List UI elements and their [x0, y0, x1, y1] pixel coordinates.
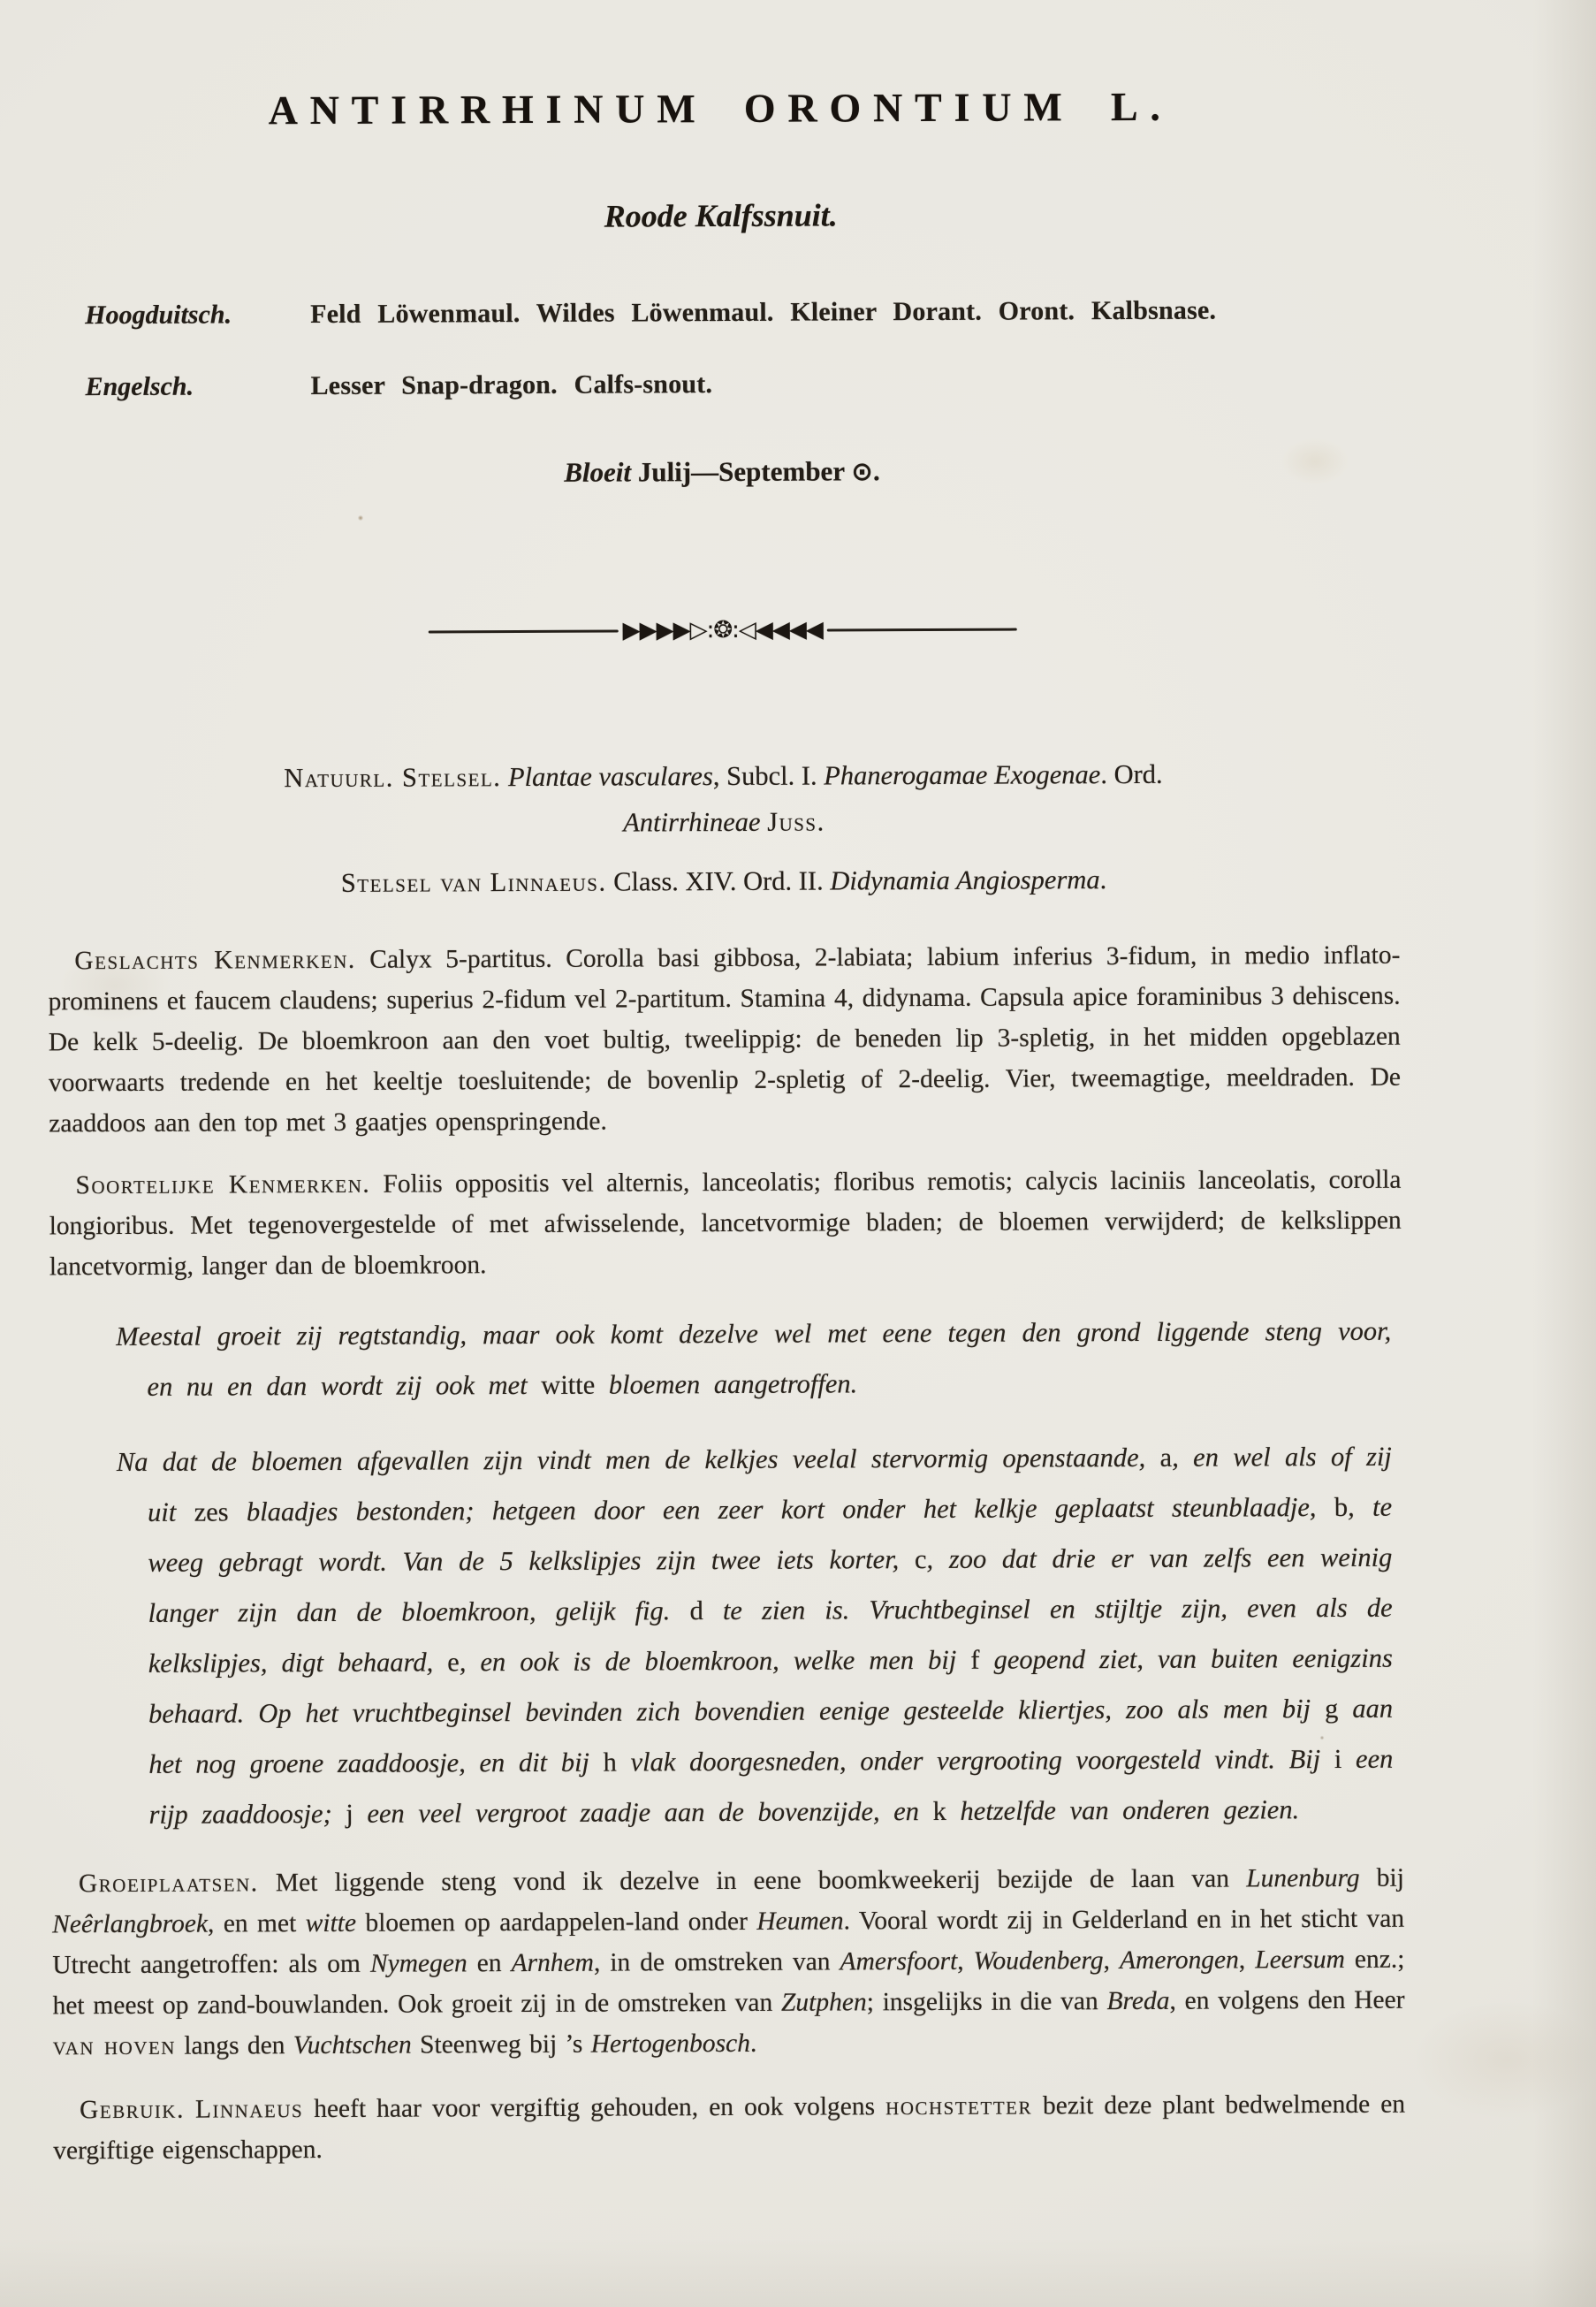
ornament-rule-right	[827, 628, 1017, 631]
vernacular-row-german	[45, 295, 1397, 331]
dutch-common-name: Roode Kalfssnuit.	[604, 197, 838, 234]
species-title: ANTIRRHINUM ORONTIUM L.	[268, 83, 1173, 133]
page-content	[44, 0, 1406, 2171]
paragraph-figure-note: Na dat de bloemen afgevallen zijn vindt men de kelkjes veelal stervormig openstaande, a, en wel als of zij uit zes blaadjes bestonden; hetgeen door een zeer kort onder het kelkje geplaatst steunblaadje, b, te weeg gebragt wordt. Van de 5 kelkslipjes zijn twee iets korter, c, zoo dat drie er van zelfs een weinig langer zijn dan de bloemkroon, gelijk fig. d te zien is. Vruchtbeginsel en stijltje zijn, even als de kelkslipjes, digt behaard, e, en ook is de bloemkroon, welke men bij f geopend ziet, van buiten eenigzins behaard. Op het vruchtbeginsel bevinden zich bovendien eenige gesteelde kliertjes, zoo als men bij g aan het nog groene zaaddoosje, en dit bij h vlak doorgesneden, onder vergrooting voorgesteld vindt. Bij i een rijp zaaddoosje; j een veel vergroot zaadje aan de bovenzijde, en k hetzelfde van onderen gezien.	[116, 1441, 1394, 1830]
paragraph-growth-note: Meestal groeit zij regtstandig, maar ook komt dezelve wel met eene tegen den grond liggende steng voor, en nu en dan wordt zij ook met witte bloemen aangetroffen.	[116, 1315, 1392, 1402]
ornament-rule-left	[429, 629, 619, 633]
vernacular-row-english	[45, 367, 1397, 403]
paragraph-localities: Groeiplaatsen. Met liggende steng vond ik dezelve in eene boomkweekerij bezijde de laan van Lunenburg bij Neêrlangbroek, en met witte bloemen op aardappelen-land onder Heumen. Vooral wordt zij in Gelderland en in het sticht van Utrecht aangetroffen: als om Nymegen en Arnhem, in de omstreken van Amersfoort, Woudenberg, Amerongen, Leersum enz.; het meest op zand-bouwlanden. Ook groeit zij in de omstreken van Zutphen; insgelijks in die van Breda, en volgens den Heer van hoven langs den Vuchtschen Steenweg bij ’s Hertogenbosch.	[52, 1863, 1405, 2061]
language-label-german: Hoogduitsch.	[85, 300, 232, 331]
vernacular-names-german: Feld Löwenmaul. Wildes Löwenmaul. Kleiner Dorant. Oront. Kalbsnase.	[310, 295, 1217, 330]
vernacular-names-english: Lesser Snap-dragon. Calfs-snout.	[310, 369, 713, 401]
language-label-english: Engelsch.	[85, 371, 194, 402]
paragraph-species-characters: Soortelijke Kenmerken. Foliis oppositis vel alternis, lanceolatis; floribus remotis; calycis laciniis lanceolatis, corolla longioribus. Met tegenovergestelde of met afwisselende, lancetvormige bladen; de bloemen verwijderd; de kelkslippen lancetvormig, langer dan de bloemkroon.	[49, 1165, 1402, 1282]
classification-linnaeus-system: Stelsel van Linnaeus. Class. XIV. Ord. II. Didynamia Angiosperma.	[340, 864, 1107, 898]
bloom-period-line: Bloeit Julij—September ⊙.	[564, 455, 880, 488]
paragraph-uses: Gebruik. Linnaeus heeft haar voor vergiftig gehouden, en ook volgens hochstetter bezit deze plant bedwelmende en vergiftige eigenschappen.	[53, 2090, 1406, 2166]
classification-natural-system: Natuurl. Stelsel. Plantae vasculares, Subcl. I. Phanerogamae Exogenae. Ord. Antirrhineae Juss.	[284, 758, 1163, 838]
paragraph-genus-characters: Geslachts Kenmerken. Calyx 5-partitus. Corolla basi gibbosa, 2-labiata; labium inferius 3-fidum, in medio inflato-prominens et faucem claudens; superius 2-fidum vel 2-partitum. Stamina 4, didynama. Capsula apice foraminibus 3 dehiscens. De kelk 5-deelig. De bloemkroon aan den voet bultig, tweelippig: de beneden lip 3-spletig, in het midden opgeblazen voorwaarts tredende en het keeltje toesluitende; de bovenlip 2-spletig of 2-deelig. Vier, tweemagtige, meeldraden. De zaaddoos aan den top met 3 gaatjes openspringende.	[48, 940, 1402, 1138]
ornament-arrows-icon: ▶▶▶▶▷:❂:◁◀◀◀◀	[622, 616, 823, 644]
divider-ornament	[47, 616, 1399, 645]
